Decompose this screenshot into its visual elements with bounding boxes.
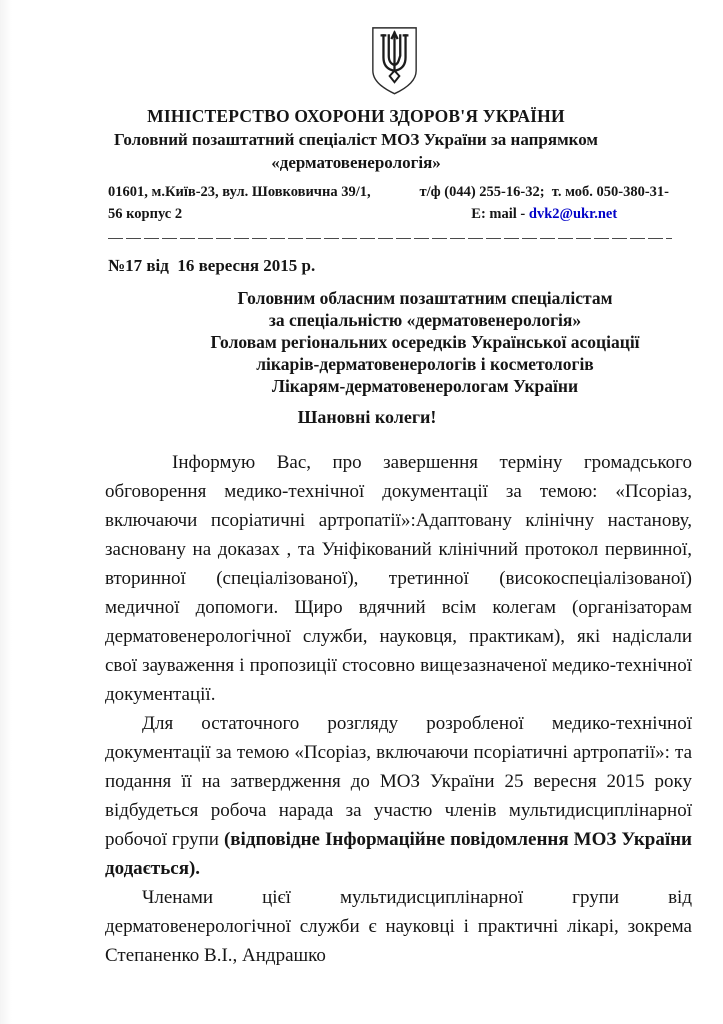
addressee-line: Головним обласним позаштатним спеціалістам bbox=[237, 288, 613, 308]
ukraine-trident-emblem bbox=[368, 26, 421, 96]
salutation: Шановні колеги! bbox=[297, 407, 437, 427]
addressee-line: Лікарям-дерматовенерологам України bbox=[271, 376, 579, 396]
ministry-name: МІНІСТЕРСТВО ОХОРОНИ ЗДОРОВ'Я УКРАЇНИ bbox=[147, 106, 565, 126]
email-line bbox=[419, 203, 669, 225]
letterhead bbox=[65, 104, 647, 174]
specialist-title-line2: «дерматовенерологія» bbox=[271, 153, 441, 172]
contact-block bbox=[108, 181, 669, 225]
paragraph-2-text: Для остаточного розгляду розробленої медико-технічної документації за темою «Псоріаз, включаючи псоріатичні артропатії»: та подання її на затвердження до МОЗ України 25 вересня 2015 року відбудеться робоча нарада за участю членів мультидисциплінарної робочої групи bbox=[105, 713, 692, 850]
trident-icon bbox=[368, 26, 421, 96]
divider-line bbox=[108, 238, 672, 239]
reference-number: №17 від 16 вересня 2015 р. bbox=[108, 256, 316, 275]
paragraph-3 bbox=[105, 883, 692, 970]
addressee-line: за спеціальністю «дерматовенерологія» bbox=[268, 310, 582, 330]
addressee-line: лікарів-дерматовенерологів і косметологів bbox=[256, 354, 594, 374]
addressee-line: Головам регіональних осередків Української асоціації bbox=[210, 332, 640, 352]
paragraph-2-bold-text: (відповідне Інформаційне повідомлення МОЗ України додається). bbox=[105, 829, 693, 879]
specialist-title-line1: Головний позаштатний спеціаліст МОЗ України за напрямком bbox=[114, 130, 598, 149]
paragraph-3-text: Членами цієї мультидисциплінарної групи від дерматовенерологічної служби є науковці і практичні лікарі, зокрема Степаненко В.І., Андрашко bbox=[105, 887, 692, 966]
email-link[interactable]: dvk2@ukr.net bbox=[528, 206, 618, 222]
phone-email-block bbox=[419, 181, 669, 225]
paragraph-1 bbox=[105, 448, 692, 709]
addressee-block bbox=[160, 287, 690, 397]
address-line-1: 01601, м.Київ-23, вул. Шовковична 39/1, bbox=[108, 184, 371, 200]
letter-body bbox=[105, 448, 692, 970]
postal-address bbox=[108, 181, 371, 225]
paragraph-2 bbox=[105, 709, 692, 883]
email-label: Е: mail - bbox=[471, 206, 529, 222]
paragraph-1-text: Інформую Вас, про завершення терміну громадського обговорення медико-технічної документації за темою: «Псоріаз, включаючи псоріатичні артропатії»:Адаптовану клінічну настанову, засновану на доказах , та Уніфікований клінічний протокол первинної, вторинної (спеціалізованої), третинної (високоспеціалізованої) медичної допомоги. Щиро вдячний всім колегам (організаторам дерматовенерологічної служби, науковця, практикам), які надіслали свої зауваження і пропозиції стосовно вищезазначеної медико-технічної документації. bbox=[105, 452, 692, 705]
address-line-2: 56 корпус 2 bbox=[108, 206, 183, 222]
phone-line: т/ф (044) 255-16-32; т. моб. 050-380-31- bbox=[419, 184, 669, 200]
